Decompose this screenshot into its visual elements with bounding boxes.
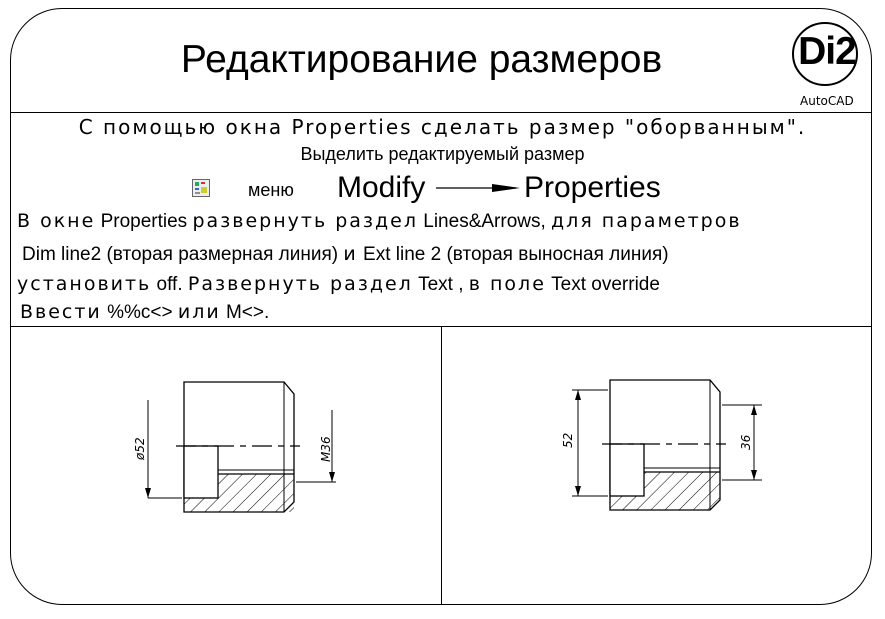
drawing-right [550,370,790,530]
instruction-line-1: С помощью окна Properties сделать размер "оборванным". [78,115,807,139]
page-title: Редактирование размеров [180,38,663,81]
paragraph-line-3: установить off. Развернуть раздел Text , в поле Text override [17,273,660,295]
arrow-right-icon [436,181,524,195]
menu-modify: Modify [337,171,426,204]
paragraph-line-1: В окне Properties развернуть раздел Lines&Arrows, для параметров [17,210,742,232]
menu-properties: Properties [524,171,661,204]
dim-left-label: ø52 [133,437,147,460]
dim-right-label: 36 [739,434,753,450]
paragraph-line-4: Ввести %%c<> или M<>. [20,301,270,323]
drawings-divider [441,326,442,605]
properties-icon [192,179,210,197]
instruction-line-2: Выделить редактируемый размер [300,144,585,164]
paragraph-line-2: Dim line2 (вторая размерная линия) и Ext line 2 (вторая выносная линия) [22,243,669,265]
menu-label: меню [248,180,294,200]
logo-sub: AutoCAD [800,94,854,108]
drawing-left [120,370,360,530]
dim-right-label: M36 [319,436,333,462]
header-divider [11,112,872,113]
dim-left-label: 52 [561,432,575,448]
logo-mark: Di2 [798,30,856,73]
